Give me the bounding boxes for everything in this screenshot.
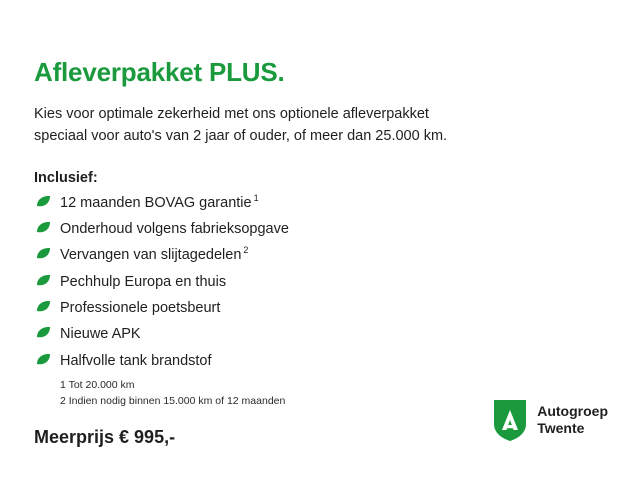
page-title: Afleverpakket PLUS. xyxy=(34,57,285,87)
intro-line-2: speciaal voor auto's van 2 jaar of ouder, of meer dan 25.000 km. xyxy=(34,128,448,145)
list-item xyxy=(34,220,606,236)
leaf-icon xyxy=(36,247,51,260)
shield-a-icon xyxy=(492,398,528,442)
list-item xyxy=(34,325,606,341)
includes-label: Inclusief: xyxy=(34,169,98,186)
list-item xyxy=(34,352,606,368)
footnote-2: 2 Indien nodig binnen 15.000 km of 12 maanden xyxy=(60,394,286,407)
footnote-1: 1 Tot 20.000 km xyxy=(60,378,135,391)
feature-label: Onderhoud volgens fabrieksopgave xyxy=(60,220,289,237)
leaf-icon xyxy=(36,274,51,287)
feature-footnote-marker: 2 xyxy=(243,245,249,256)
brand-name-line2: Twente xyxy=(537,420,585,436)
features-list xyxy=(34,194,606,368)
intro-line-1: Kies voor optimale zekerheid met ons optionele afleverpakket xyxy=(34,105,429,122)
feature-footnote-marker: 1 xyxy=(253,192,259,203)
leaf-icon xyxy=(36,326,51,339)
leaf-icon xyxy=(36,195,51,208)
list-item xyxy=(34,246,606,262)
brand-name xyxy=(537,403,608,436)
leaf-icon xyxy=(36,221,51,234)
feature-label: Pechhulp Europa en thuis xyxy=(60,273,227,290)
intro-paragraph xyxy=(34,103,554,148)
leaf-icon xyxy=(36,300,51,313)
feature-label: 12 maanden BOVAG garantie xyxy=(60,194,252,211)
feature-label: Professionele poetsbeurt xyxy=(60,299,221,316)
list-item xyxy=(34,273,606,289)
feature-label: Nieuwe APK xyxy=(60,326,141,342)
feature-label: Halfvolle tank brandstof xyxy=(60,352,212,369)
list-item xyxy=(34,194,606,210)
feature-label: Vervangen van slijtagedelen xyxy=(60,247,242,264)
price-label: Meerprijs € 995,- xyxy=(34,427,176,448)
brand-logo xyxy=(492,398,608,442)
list-item xyxy=(34,299,606,315)
leaf-icon xyxy=(36,353,51,366)
brand-name-line1: Autogroep xyxy=(537,403,608,420)
